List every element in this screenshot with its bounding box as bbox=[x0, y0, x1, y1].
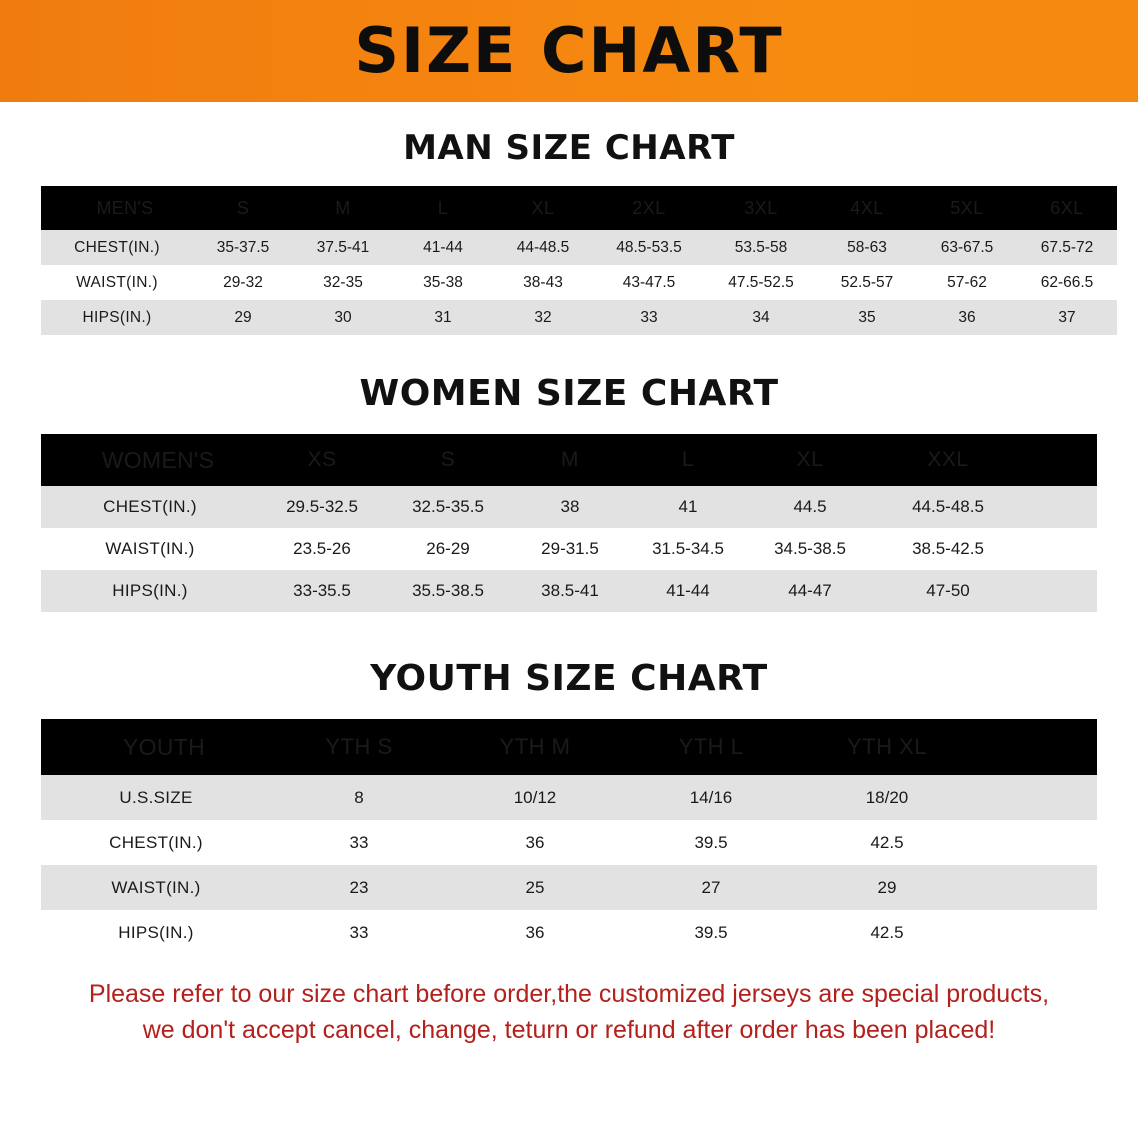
youth-header-yth-xl: YTH XL bbox=[846, 734, 928, 759]
men-chest-m: 37.5-41 bbox=[293, 230, 393, 265]
men-waist-5xl: 57-62 bbox=[917, 265, 1017, 300]
youth-chest-spacer bbox=[975, 820, 1097, 865]
men-header-m: M bbox=[335, 197, 351, 218]
women-hips-xs: 33-35.5 bbox=[259, 570, 385, 612]
men-hips-5xl: 36 bbox=[917, 300, 1017, 335]
women-header-xl: XL bbox=[796, 448, 824, 471]
men-size-table-wrapper bbox=[41, 186, 1097, 335]
youth-waist-l: 27 bbox=[623, 865, 799, 910]
women-waist-l: 31.5-34.5 bbox=[629, 528, 747, 570]
men-waist-6xl: 62-66.5 bbox=[1017, 265, 1117, 300]
men-waist-xl: 38-43 bbox=[493, 265, 593, 300]
men-header-4xl: 4XL bbox=[850, 197, 884, 218]
women-waist-m: 29-31.5 bbox=[511, 528, 629, 570]
youth-size-table-wrapper bbox=[41, 719, 1097, 955]
youth-hips-xl: 42.5 bbox=[799, 910, 975, 955]
men-hips-6xl: 37 bbox=[1017, 300, 1117, 335]
men-chest-xl: 44-48.5 bbox=[493, 230, 593, 265]
men-header-5xl: 5XL bbox=[950, 197, 984, 218]
table-row bbox=[41, 570, 1097, 612]
youth-waist-m: 25 bbox=[447, 865, 623, 910]
women-hips-xxl: 47-50 bbox=[873, 570, 1023, 612]
table-row bbox=[41, 230, 1117, 265]
youth-ussize-s: 8 bbox=[271, 775, 447, 820]
men-chest-4xl: 58-63 bbox=[817, 230, 917, 265]
women-chest-xs: 29.5-32.5 bbox=[259, 486, 385, 528]
disclaimer-note bbox=[41, 977, 1097, 1048]
women-chest-spacer bbox=[1023, 486, 1097, 528]
youth-ussize-l: 14/16 bbox=[623, 775, 799, 820]
youth-waist-s: 23 bbox=[271, 865, 447, 910]
man-section-heading: MAN SIZE CHART bbox=[403, 128, 735, 168]
youth-ussize-spacer bbox=[975, 775, 1097, 820]
youth-header-yth-s: YTH S bbox=[325, 734, 393, 759]
men-header-xl: XL bbox=[531, 197, 555, 218]
men-header-2xl: 2XL bbox=[632, 197, 666, 218]
men-hips-l: 31 bbox=[393, 300, 493, 335]
women-hips-s: 35.5-38.5 bbox=[385, 570, 511, 612]
table-row bbox=[41, 528, 1097, 570]
youth-table-header-row bbox=[41, 719, 1097, 775]
women-row-hips-label: HIPS(IN.) bbox=[41, 570, 259, 612]
men-hips-s: 29 bbox=[193, 300, 293, 335]
youth-hips-s: 33 bbox=[271, 910, 447, 955]
banner-title: SIZE CHART bbox=[354, 14, 784, 87]
men-header-label: MEN'S bbox=[96, 197, 154, 218]
men-hips-3xl: 34 bbox=[705, 300, 817, 335]
youth-ussize-m: 10/12 bbox=[447, 775, 623, 820]
women-size-table-wrapper bbox=[41, 434, 1097, 612]
table-row bbox=[41, 486, 1097, 528]
men-waist-4xl: 52.5-57 bbox=[817, 265, 917, 300]
men-header-l: L bbox=[437, 197, 449, 218]
men-header-6xl: 6XL bbox=[1050, 197, 1084, 218]
youth-chest-m: 36 bbox=[447, 820, 623, 865]
women-hips-m: 38.5-41 bbox=[511, 570, 629, 612]
youth-row-hips-label: HIPS(IN.) bbox=[41, 910, 271, 955]
men-chest-5xl: 63-67.5 bbox=[917, 230, 1017, 265]
youth-row-chest-label: CHEST(IN.) bbox=[41, 820, 271, 865]
women-chest-l: 41 bbox=[629, 486, 747, 528]
women-row-chest-label: CHEST(IN.) bbox=[41, 486, 259, 528]
youth-header-yth-l: YTH L bbox=[678, 734, 744, 759]
men-hips-xl: 32 bbox=[493, 300, 593, 335]
youth-waist-xl: 29 bbox=[799, 865, 975, 910]
women-waist-xs: 23.5-26 bbox=[259, 528, 385, 570]
women-hips-spacer bbox=[1023, 570, 1097, 612]
women-chest-xl: 44.5 bbox=[747, 486, 873, 528]
table-row bbox=[41, 865, 1097, 910]
men-header-3xl: 3XL bbox=[744, 197, 778, 218]
youth-size-table bbox=[41, 719, 1097, 955]
table-row bbox=[41, 910, 1097, 955]
women-waist-s: 26-29 bbox=[385, 528, 511, 570]
table-row bbox=[41, 265, 1117, 300]
youth-waist-spacer bbox=[975, 865, 1097, 910]
women-waist-xl: 34.5-38.5 bbox=[747, 528, 873, 570]
women-header-l: L bbox=[681, 448, 695, 471]
men-chest-l: 41-44 bbox=[393, 230, 493, 265]
youth-header-yth-m: YTH M bbox=[499, 734, 571, 759]
table-row bbox=[41, 820, 1097, 865]
men-waist-3xl: 47.5-52.5 bbox=[705, 265, 817, 300]
men-row-chest-label: CHEST(IN.) bbox=[41, 230, 193, 265]
banner bbox=[0, 0, 1138, 102]
women-size-table bbox=[41, 434, 1097, 612]
youth-hips-l: 39.5 bbox=[623, 910, 799, 955]
table-row bbox=[41, 300, 1117, 335]
women-header-spacer bbox=[1023, 434, 1097, 486]
youth-header-spacer bbox=[975, 719, 1097, 775]
women-header-s: S bbox=[440, 448, 456, 471]
men-waist-2xl: 43-47.5 bbox=[593, 265, 705, 300]
women-header-label: WOMEN'S bbox=[101, 446, 215, 473]
men-waist-s: 29-32 bbox=[193, 265, 293, 300]
men-table-header-row bbox=[41, 186, 1117, 230]
women-chest-m: 38 bbox=[511, 486, 629, 528]
men-header-s: S bbox=[236, 197, 250, 218]
men-waist-l: 35-38 bbox=[393, 265, 493, 300]
men-row-waist-label: WAIST(IN.) bbox=[41, 265, 193, 300]
women-chest-xxl: 44.5-48.5 bbox=[873, 486, 1023, 528]
youth-ussize-xl: 18/20 bbox=[799, 775, 975, 820]
youth-hips-spacer bbox=[975, 910, 1097, 955]
men-chest-s: 35-37.5 bbox=[193, 230, 293, 265]
men-hips-m: 30 bbox=[293, 300, 393, 335]
women-section-heading: WOMEN SIZE CHART bbox=[359, 373, 779, 414]
women-chest-s: 32.5-35.5 bbox=[385, 486, 511, 528]
women-header-m: M bbox=[561, 448, 579, 471]
women-row-waist-label: WAIST(IN.) bbox=[41, 528, 259, 570]
men-hips-2xl: 33 bbox=[593, 300, 705, 335]
women-header-xs: XS bbox=[307, 448, 337, 471]
men-waist-m: 32-35 bbox=[293, 265, 393, 300]
women-waist-xxl: 38.5-42.5 bbox=[873, 528, 1023, 570]
youth-section-heading: YOUTH SIZE CHART bbox=[370, 658, 768, 699]
disclaimer-line-1: Please refer to our size chart before order,the customized jerseys are special products, bbox=[88, 980, 1050, 1008]
men-hips-4xl: 35 bbox=[817, 300, 917, 335]
men-chest-6xl: 67.5-72 bbox=[1017, 230, 1117, 265]
youth-hips-m: 36 bbox=[447, 910, 623, 955]
youth-chest-l: 39.5 bbox=[623, 820, 799, 865]
men-row-hips-label: HIPS(IN.) bbox=[41, 300, 193, 335]
table-row bbox=[41, 775, 1097, 820]
youth-header-label: YOUTH bbox=[123, 733, 205, 760]
men-size-table bbox=[41, 186, 1117, 335]
youth-chest-s: 33 bbox=[271, 820, 447, 865]
men-chest-3xl: 53.5-58 bbox=[705, 230, 817, 265]
women-table-header-row bbox=[41, 434, 1097, 486]
women-hips-xl: 44-47 bbox=[747, 570, 873, 612]
women-hips-l: 41-44 bbox=[629, 570, 747, 612]
youth-row-ussize-label: U.S.SIZE bbox=[41, 775, 271, 820]
youth-row-waist-label: WAIST(IN.) bbox=[41, 865, 271, 910]
youth-chest-xl: 42.5 bbox=[799, 820, 975, 865]
disclaimer-line-2: we don't accept cancel, change, teturn or refund after order has been placed! bbox=[142, 1015, 996, 1044]
women-header-xxl: XXL bbox=[927, 448, 969, 471]
women-waist-spacer bbox=[1023, 528, 1097, 570]
men-chest-2xl: 48.5-53.5 bbox=[593, 230, 705, 265]
